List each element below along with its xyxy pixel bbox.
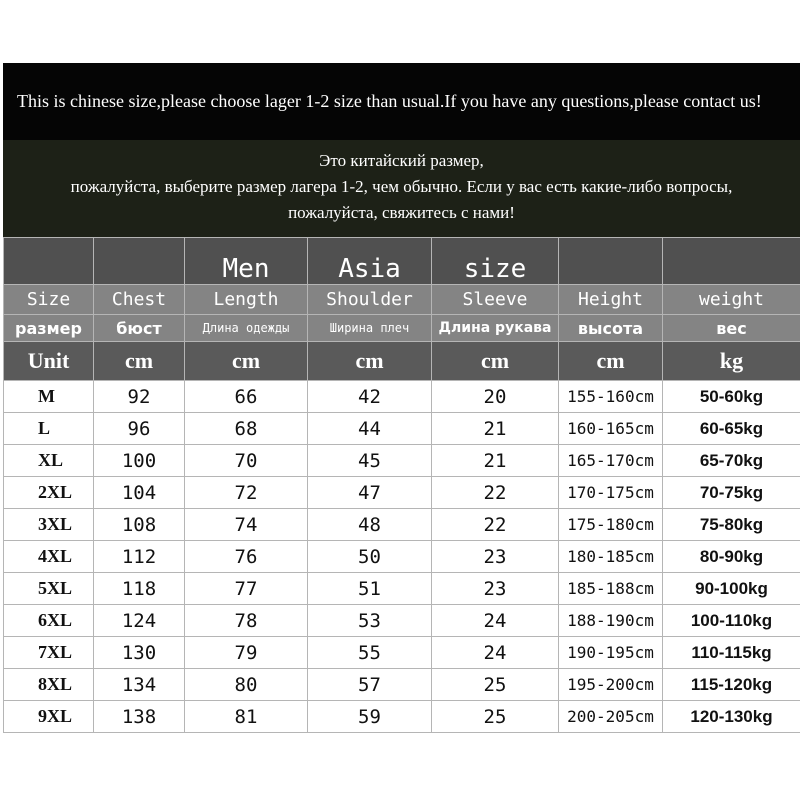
cell-sleeve: 22 xyxy=(432,509,559,541)
header-ru-sleeve: Длина рукава xyxy=(432,315,559,342)
table-row xyxy=(4,381,800,413)
cell-size: L xyxy=(4,413,94,445)
cell-sleeve: 23 xyxy=(432,573,559,605)
cell-length: 68 xyxy=(185,413,308,445)
cell-sleeve: 23 xyxy=(432,541,559,573)
header-shoulder: Shoulder xyxy=(308,285,432,315)
cell-chest: 112 xyxy=(94,541,185,573)
cell-length: 79 xyxy=(185,637,308,669)
cell-weight: 110-115kg xyxy=(663,637,800,669)
cell-chest: 104 xyxy=(94,477,185,509)
table-row xyxy=(4,413,800,445)
unit-cell: Unit xyxy=(4,342,94,381)
banner-english xyxy=(3,63,800,140)
cell-size: 4XL xyxy=(4,541,94,573)
cell-sleeve: 24 xyxy=(432,637,559,669)
cell-shoulder: 50 xyxy=(308,541,432,573)
cell-length: 81 xyxy=(185,701,308,733)
banner-russian-line: пожалуйста, свяжитесь с нами! xyxy=(288,203,515,222)
cell-size: 5XL xyxy=(4,573,94,605)
cell-shoulder: 42 xyxy=(308,381,432,413)
cell-height: 160-165cm xyxy=(559,413,663,445)
cell-weight: 50-60kg xyxy=(663,381,800,413)
unit-cell: cm xyxy=(559,342,663,381)
cell-weight: 90-100kg xyxy=(663,573,800,605)
header-weight: weight xyxy=(663,285,800,315)
unit-cell: cm xyxy=(94,342,185,381)
header-ru-weight: вес xyxy=(663,315,800,342)
unit-row xyxy=(4,342,800,381)
cell-shoulder: 44 xyxy=(308,413,432,445)
cell-length: 74 xyxy=(185,509,308,541)
table-title-row xyxy=(4,238,800,285)
title-cell xyxy=(559,238,663,285)
cell-chest: 96 xyxy=(94,413,185,445)
cell-chest: 118 xyxy=(94,573,185,605)
cell-shoulder: 47 xyxy=(308,477,432,509)
unit-cell: cm xyxy=(432,342,559,381)
cell-length: 70 xyxy=(185,445,308,477)
header-ru-length: Длина одежды xyxy=(185,315,308,342)
table-row xyxy=(4,701,800,733)
header-length: Length xyxy=(185,285,308,315)
cell-weight: 60-65kg xyxy=(663,413,800,445)
cell-shoulder: 51 xyxy=(308,573,432,605)
cell-weight: 70-75kg xyxy=(663,477,800,509)
cell-chest: 92 xyxy=(94,381,185,413)
cell-height: 170-175cm xyxy=(559,477,663,509)
cell-height: 185-188cm xyxy=(559,573,663,605)
cell-size: 9XL xyxy=(4,701,94,733)
title-cell xyxy=(4,238,94,285)
cell-size: 2XL xyxy=(4,477,94,509)
cell-shoulder: 45 xyxy=(308,445,432,477)
header-height: Height xyxy=(559,285,663,315)
cell-height: 155-160cm xyxy=(559,381,663,413)
cell-size: M xyxy=(4,381,94,413)
cell-length: 78 xyxy=(185,605,308,637)
banner-russian-line: Это китайский размер, xyxy=(319,151,484,170)
cell-sleeve: 25 xyxy=(432,701,559,733)
cell-size: 6XL xyxy=(4,605,94,637)
cell-length: 77 xyxy=(185,573,308,605)
unit-cell: cm xyxy=(185,342,308,381)
table-row xyxy=(4,509,800,541)
cell-size: XL xyxy=(4,445,94,477)
cell-chest: 134 xyxy=(94,669,185,701)
cell-height: 190-195cm xyxy=(559,637,663,669)
header-row xyxy=(4,285,800,315)
cell-height: 180-185cm xyxy=(559,541,663,573)
banner-russian xyxy=(3,140,800,237)
cell-sleeve: 21 xyxy=(432,445,559,477)
unit-cell: kg xyxy=(663,342,800,381)
cell-length: 76 xyxy=(185,541,308,573)
cell-size: 3XL xyxy=(4,509,94,541)
cell-chest: 130 xyxy=(94,637,185,669)
unit-cell: cm xyxy=(308,342,432,381)
header-ru-chest: бюст xyxy=(94,315,185,342)
title-cell: Men xyxy=(185,238,308,285)
cell-chest: 100 xyxy=(94,445,185,477)
table-row xyxy=(4,477,800,509)
cell-shoulder: 57 xyxy=(308,669,432,701)
cell-sleeve: 24 xyxy=(432,605,559,637)
cell-shoulder: 48 xyxy=(308,509,432,541)
cell-chest: 138 xyxy=(94,701,185,733)
cell-height: 195-200cm xyxy=(559,669,663,701)
cell-sleeve: 25 xyxy=(432,669,559,701)
table-row xyxy=(4,669,800,701)
table-row xyxy=(4,637,800,669)
cell-shoulder: 55 xyxy=(308,637,432,669)
cell-weight: 100-110kg xyxy=(663,605,800,637)
table-row xyxy=(4,573,800,605)
cell-size: 8XL xyxy=(4,669,94,701)
header-ru-height: высота xyxy=(559,315,663,342)
cell-chest: 124 xyxy=(94,605,185,637)
table-row xyxy=(4,541,800,573)
cell-length: 80 xyxy=(185,669,308,701)
table-row xyxy=(4,605,800,637)
header-size: Size xyxy=(4,285,94,315)
cell-weight: 80-90kg xyxy=(663,541,800,573)
cell-height: 165-170cm xyxy=(559,445,663,477)
cell-shoulder: 53 xyxy=(308,605,432,637)
title-cell xyxy=(663,238,800,285)
cell-height: 200-205cm xyxy=(559,701,663,733)
table-row xyxy=(4,445,800,477)
cell-sleeve: 20 xyxy=(432,381,559,413)
cell-length: 72 xyxy=(185,477,308,509)
cell-weight: 65-70kg xyxy=(663,445,800,477)
cell-height: 188-190cm xyxy=(559,605,663,637)
cell-sleeve: 22 xyxy=(432,477,559,509)
title-cell xyxy=(94,238,185,285)
cell-height: 175-180cm xyxy=(559,509,663,541)
title-cell: Asia xyxy=(308,238,432,285)
cell-shoulder: 59 xyxy=(308,701,432,733)
cell-weight: 75-80kg xyxy=(663,509,800,541)
cell-length: 66 xyxy=(185,381,308,413)
banner-russian-line: пожалуйста, выберите размер лагера 1-2, чем обычно. Если у вас есть какие-либо вопросы, xyxy=(70,177,733,196)
banner-english-text: This is chinese size,please choose lager 1-2 size than usual.If you have any questions,please contact us! xyxy=(17,91,762,111)
header-ru-shoulder: Ширина плеч xyxy=(308,315,432,342)
cell-chest: 108 xyxy=(94,509,185,541)
cell-weight: 115-120kg xyxy=(663,669,800,701)
header-ru-size: размер xyxy=(4,315,94,342)
cell-size: 7XL xyxy=(4,637,94,669)
cell-sleeve: 21 xyxy=(432,413,559,445)
cell-weight: 120-130kg xyxy=(663,701,800,733)
title-cell: size xyxy=(432,238,559,285)
header-chest: Chest xyxy=(94,285,185,315)
header-row-russian xyxy=(4,315,800,342)
size-chart-table xyxy=(3,237,800,733)
header-sleeve: Sleeve xyxy=(432,285,559,315)
